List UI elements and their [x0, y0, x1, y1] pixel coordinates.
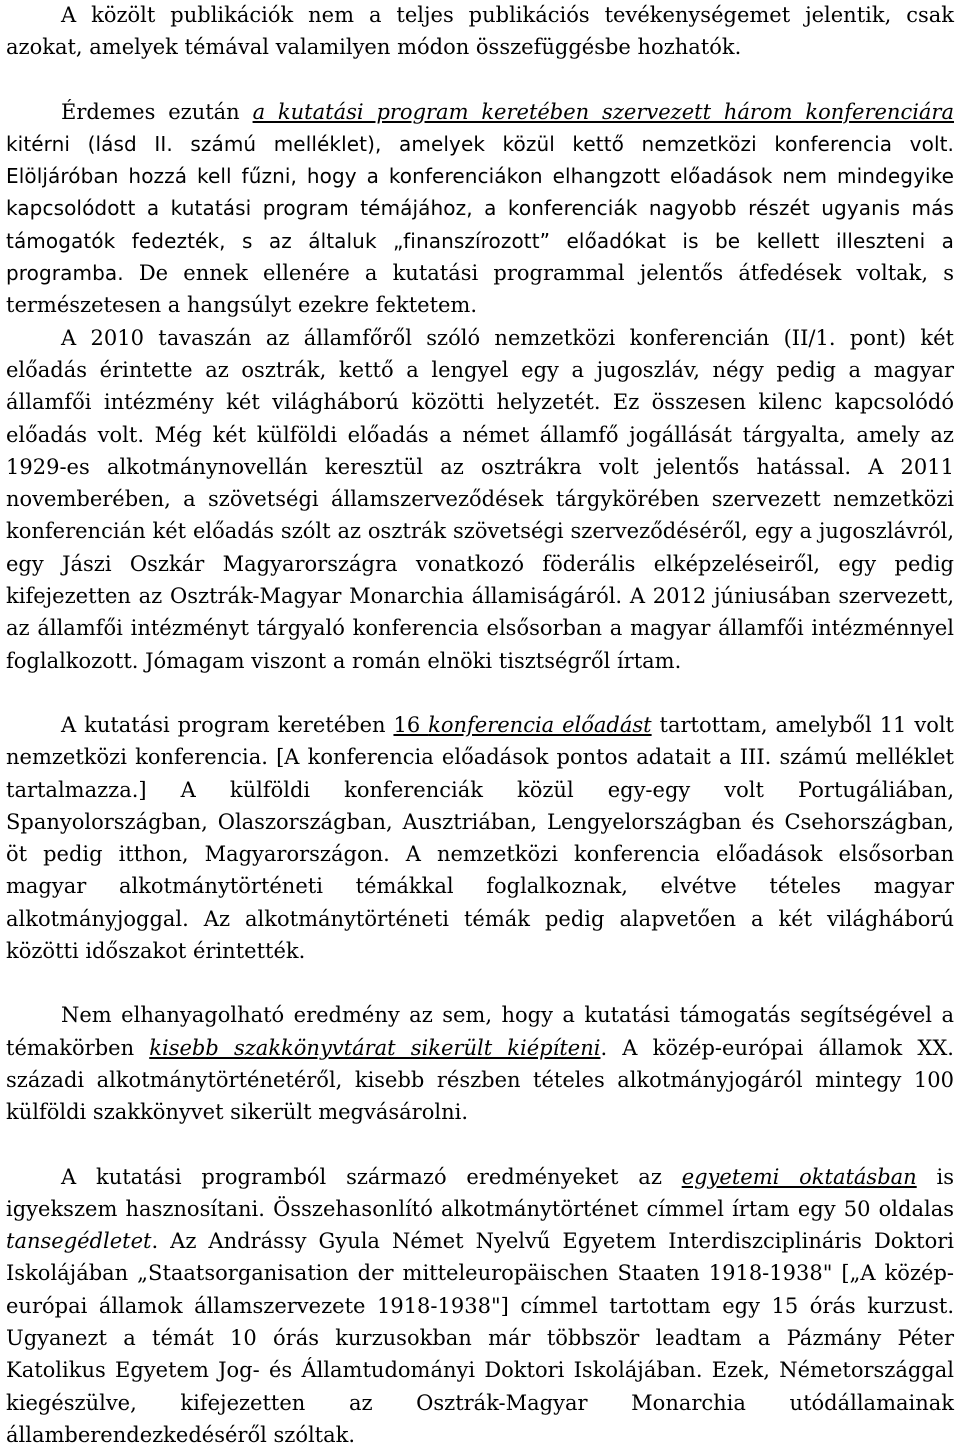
- paragraph-library: [6, 999, 954, 1128]
- text-run: De ennek ellenére a kutatási programmal jelentős átfedések voltak, s természetesen a hangsúlyt ezekre fektetem.: [6, 261, 954, 317]
- text-run: kitérni (lásd II. számú melléklet), amelyek közül kettő nemzetközi konferencia volt.: [6, 132, 954, 156]
- text-run: A kutatási programból származó eredményeket az: [61, 1165, 682, 1189]
- text-run: Érdemes ezután: [61, 100, 253, 124]
- emphasis-conference-talks: konferencia előadást: [428, 713, 652, 737]
- text-run: Nem elhanyagolható eredmény az sem, hogy a kutatási támogatás segítségével a témakörben: [6, 1003, 954, 1059]
- text-run: . Az Andrássy Gyula Német Nyelvű Egyetem Interdiszciplináris Doktori Iskolájában „Staatsorganisation der mitteleuropäischen Staaten 1918-1938" [„A közép-európai államok államszervezete 1918-1938"] címmel tartottam egy 15 órás kurzust. Ugyanezt a témát 10 órás kurzusokban már többször leadtam a Pázmány Péter Katolikus Egyetem Jog- és Államtudományi Doktori Iskolájában. Ezek, Németországgal kiegészülve, kifejezetten az Osztrák-Magyar Monarchia utódállamainak államberendezkedéséről szóltak.: [6, 1229, 954, 1447]
- text-run: is igyekszem hasznosítani. Összehasonlító alkotmánytörténet címmel írtam egy 50 oldalas: [6, 1165, 954, 1221]
- emphasis-talk-count: 16: [393, 713, 428, 737]
- text-run: . A közép-európai államok XX. századi alkotmánytörténetéről, kisebb részben tételes alkotmányjogáról mintegy 100 külföldi szakkönyvet sikerült megvásárolni.: [6, 1036, 954, 1125]
- paragraph-conference-details: [6, 322, 954, 677]
- text-run: A kutatási program keretében: [61, 713, 393, 737]
- emphasis-library: kisebb szakkönyvtárat sikerült kiépíteni: [149, 1036, 600, 1060]
- paragraph-spacer: [6, 64, 954, 96]
- paragraph-spacer: [6, 1129, 954, 1161]
- paragraph-conference-talks: [6, 709, 954, 967]
- emphasis-conferences: a kutatási program keretében szervezett három konferenciára: [253, 100, 954, 124]
- emphasis-handout: tansegédletet: [6, 1229, 151, 1253]
- text-run: Elöljáróban hozzá kell fűzni, hogy a konferenciákon elhangzott előadások nem mindegyike kapcsolódott a kutatási program témájához, a konferenciák nagyobb részét ugyanis más támogatók fedezték, s az általuk „finanszírozott” előadókat is be kellett illeszteni a programba.: [6, 164, 954, 285]
- paragraph-publications-note: [6, 0, 954, 64]
- text-run: A 2010 tavaszán az államfőről szóló nemzetközi konferencián (II/1. pont) két előadás érintette az osztrák, kettő a lengyel egy a jugoszláv, négy pedig a magyar államfői intézmény két világháború közötti helyzetét. Ez összesen kilenc kapcsolódó előadás volt. Még két külföldi előadás a német államfő jogállását tárgyalta, amely az 1929-es alkotmánynovellán keresztül az osztrákra volt jelentős hatással. A 2011 novemberében, a szövetségi államszerveződések tárgykörében szervezett nemzetközi konferencián két előadás szólt az osztrák szövetségi szerveződéséről, egy a jugoszlávról, egy Jászi Oszkár Magyarországra vonatkozó föderális elképzeléseiről, egy pedig kifejezetten az Osztrák-Magyar Monarchia államiságáról. A 2012 júniusában szervezett, az államfői intézményt tárgyaló konferencia elsősorban a magyar államfői intézménnyel foglalkozott. Jómagam viszont a román elnöki tisztségről írtam.: [6, 326, 954, 673]
- paragraph-spacer: [6, 677, 954, 709]
- text-run: A közölt publikációk nem a teljes publikációs tevékenységemet jelentik, csak azokat, amelyek témával valamilyen módon összefüggésbe hozhatók.: [6, 3, 954, 59]
- text-run: tartottam, amelyből 11 volt nemzetközi konferencia. [A konferencia előadások pontos adatait a III. számú melléklet tartalmazza.] A külföldi konferenciák közül egy-egy volt Portugáliában, Spanyolországban, Olaszországban, Ausztriában, Lengyelországban és Csehországban, öt pedig itthon, Magyarországon. A nemzetközi konferencia előadások elsősorban magyar alkotmánytörténeti témákkal foglalkoznak, elvétve tételes magyar alkotmányjoggal. Az alkotmánytörténeti témák pedig alapvetően a két világháború közötti időszakot érintették.: [6, 713, 954, 963]
- paragraph-conferences-intro: [6, 96, 954, 322]
- paragraph-spacer: [6, 967, 954, 999]
- paragraph-teaching: [6, 1161, 954, 1451]
- emphasis-teaching: egyetemi oktatásban: [682, 1165, 917, 1189]
